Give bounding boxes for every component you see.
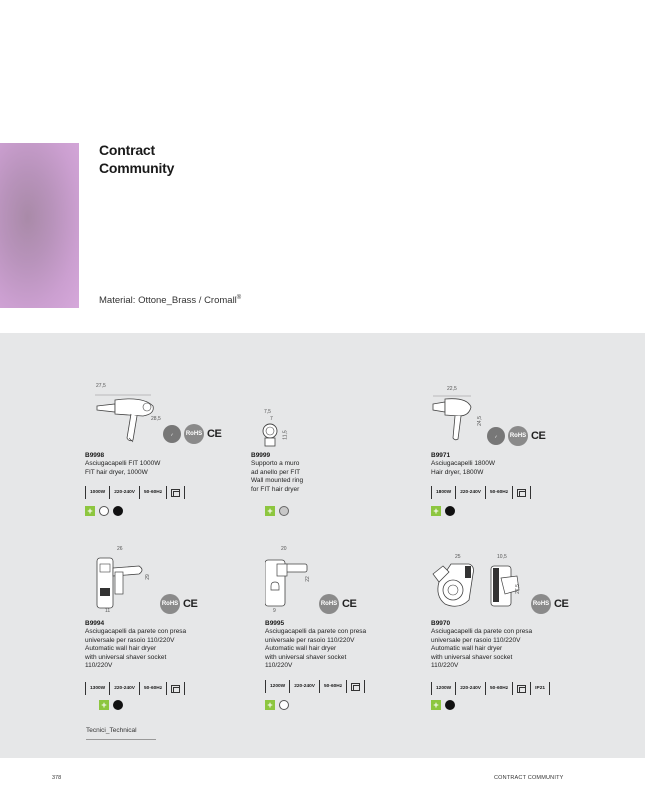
- desc-line: universale per rasoio 110/220V: [85, 636, 175, 644]
- finish-options: [431, 700, 455, 710]
- wall-dryer-drawing: [95, 554, 151, 610]
- desc-line: 110/220V: [265, 662, 293, 669]
- finish-options: [99, 700, 123, 710]
- registered-mark: ®: [236, 295, 242, 301]
- desc-line: FIT hair dryer, 1000W: [85, 468, 148, 476]
- double-insulation-icon: [166, 682, 184, 695]
- dim-height: 29: [144, 574, 151, 580]
- dim-depth: 10,5: [497, 554, 507, 560]
- spec-power: 1300W: [85, 682, 109, 695]
- dim-width: 27,5: [96, 383, 106, 389]
- spec-power: 1000W: [85, 486, 109, 499]
- desc-line: Automatic wall hair dryer: [265, 645, 337, 652]
- desc-line: Wall mounted ring: [251, 477, 304, 484]
- finish-white-swatch[interactable]: [99, 506, 109, 516]
- spec-voltage: 220-240V: [109, 682, 139, 695]
- certification-seal-icon: ✓: [487, 427, 505, 445]
- rohs-badge: RoHS: [531, 594, 551, 614]
- spec-bar-end: [549, 682, 550, 695]
- technical-link-underline: [86, 739, 156, 740]
- wall-dryer-drawing: [265, 554, 311, 610]
- desc-line: Automatic wall hair dryer: [431, 645, 503, 652]
- spec-bar-end: [530, 486, 531, 499]
- finish-white-swatch[interactable]: [279, 700, 289, 710]
- finish-grey-swatch[interactable]: [279, 506, 289, 516]
- ce-mark: CE: [183, 598, 198, 610]
- desc-line: Asciugacapelli da parete con presa: [431, 628, 533, 635]
- add-finish-icon[interactable]: +: [265, 506, 275, 516]
- spec-ip-rating: IP21: [530, 682, 549, 695]
- double-insulation-icon: [512, 486, 530, 499]
- desc-line: Asciugacapelli da parete con presa: [265, 628, 367, 635]
- rohs-badge: RoHS: [160, 594, 180, 614]
- spec-bar: [265, 680, 365, 693]
- material-text: Material: Ottone_Brass / Cromall: [99, 295, 237, 307]
- certifications: [163, 424, 221, 444]
- finish-options: [265, 506, 289, 516]
- product-code: B9998: [85, 452, 105, 459]
- desc-line: Hair dryer, 1800W: [431, 468, 484, 476]
- add-finish-icon[interactable]: +: [99, 700, 109, 710]
- finish-black-swatch[interactable]: [445, 700, 455, 710]
- product-code: B9970: [431, 620, 451, 627]
- spec-bar: [431, 682, 550, 695]
- dim-width: 26: [117, 546, 123, 552]
- desc-line: Asciugacapelli da parete con presa: [85, 628, 187, 635]
- dim-height: 24,5: [476, 416, 483, 426]
- product-description: [85, 460, 160, 477]
- desc-line: universale per rasoio 110/220V: [431, 636, 521, 644]
- ce-mark: CE: [342, 598, 357, 610]
- add-finish-icon[interactable]: +: [431, 506, 441, 516]
- add-finish-icon[interactable]: +: [85, 506, 95, 516]
- spec-bar: [85, 486, 185, 499]
- rohs-badge: RoHS: [184, 424, 204, 444]
- page-number: 378: [52, 775, 62, 781]
- product-description: [251, 460, 303, 494]
- ce-mark: CE: [207, 428, 222, 440]
- footer-section-title: CONTRACT COMMUNITY: [494, 775, 564, 781]
- desc-line: universale per rasoio 110/220V: [265, 636, 355, 644]
- dim-width: 25: [455, 554, 461, 560]
- double-insulation-icon: [512, 682, 530, 695]
- desc-line: 110/220V: [85, 662, 113, 669]
- spec-power: 1200W: [431, 682, 455, 695]
- certifications: [319, 594, 356, 614]
- dim-height: 11,5: [282, 430, 289, 440]
- desc-line: Automatic wall hair dryer: [85, 645, 157, 652]
- dim-inner: 7: [270, 416, 273, 422]
- product-description: [431, 460, 495, 477]
- spec-bar: [85, 682, 185, 695]
- desc-line: with universal shaver socket: [431, 653, 513, 661]
- technical-link[interactable]: Tecnici_Technical: [86, 727, 137, 734]
- product-code: B9999: [251, 452, 271, 459]
- desc-line: with universal shaver socket: [85, 653, 167, 661]
- desc-line: for FIT hair dryer: [251, 485, 300, 493]
- finish-options: [85, 506, 123, 516]
- ce-mark: CE: [531, 430, 546, 442]
- spec-voltage: 220-240V: [289, 680, 319, 693]
- desc-line: 110/220V: [431, 662, 459, 669]
- title-line-2: Community: [99, 160, 175, 176]
- double-insulation-icon: [166, 486, 184, 499]
- spec-frequency: 50-60Hz: [485, 486, 512, 499]
- finish-options: [265, 700, 289, 710]
- dim-width: 7,5: [264, 409, 271, 415]
- spec-voltage: 220-240V: [455, 486, 485, 499]
- title-line-1: Contract: [99, 142, 155, 158]
- page-title: [99, 141, 174, 177]
- dim-height: 22: [304, 576, 311, 582]
- double-insulation-icon: [346, 680, 364, 693]
- spec-bar-end: [364, 680, 365, 693]
- dim-height: 28,5: [151, 416, 161, 422]
- finish-black-swatch[interactable]: [445, 506, 455, 516]
- spec-frequency: 50-60Hz: [485, 682, 512, 695]
- dim-width: 20: [281, 546, 287, 552]
- rohs-badge: RoHS: [319, 594, 339, 614]
- desc-line: ad anello per FIT: [251, 468, 301, 476]
- spec-frequency: 50-60Hz: [319, 680, 346, 693]
- hair-dryer-drawing: [431, 394, 475, 444]
- product-code: B9971: [431, 452, 451, 459]
- ce-mark: CE: [554, 598, 569, 610]
- certifications: [531, 594, 568, 614]
- product-description: [431, 628, 532, 671]
- desc-line: Supporto a muro: [251, 460, 300, 467]
- certifications: [160, 594, 197, 614]
- rohs-badge: RoHS: [508, 426, 528, 446]
- desc-line: Asciugacapelli FIT 1000W: [85, 460, 161, 467]
- spec-frequency: 50-60Hz: [139, 486, 166, 499]
- finish-black-swatch[interactable]: [113, 700, 123, 710]
- desc-line: with universal shaver socket: [265, 653, 347, 661]
- spec-frequency: 50-60Hz: [139, 682, 166, 695]
- product-description: [85, 628, 186, 671]
- spec-bar-end: [184, 682, 185, 695]
- spec-voltage: 220-240V: [109, 486, 139, 499]
- add-finish-icon[interactable]: +: [265, 700, 275, 710]
- spec-voltage: 220-240V: [455, 682, 485, 695]
- spec-bar: [431, 486, 531, 499]
- finish-black-swatch[interactable]: [113, 506, 123, 516]
- wall-dryer-drawing: [431, 560, 527, 614]
- spec-bar-end: [184, 486, 185, 499]
- hair-dryer-drawing: [93, 392, 159, 444]
- dim-depth: 9: [273, 608, 276, 614]
- wall-ring-drawing: [261, 422, 281, 448]
- desc-line: Asciugacapelli 1800W: [431, 460, 495, 467]
- add-finish-icon[interactable]: +: [431, 700, 441, 710]
- product-description: [265, 628, 366, 671]
- material-color-swatch: [0, 143, 79, 308]
- dim-depth: 11: [105, 608, 111, 614]
- spec-power: 1200W: [265, 680, 289, 693]
- spec-power: 1800W: [431, 486, 455, 499]
- certifications: [487, 426, 545, 446]
- finish-options: [431, 506, 455, 516]
- product-code: B9995: [265, 620, 285, 627]
- product-code: B9994: [85, 620, 105, 627]
- material-label: [99, 295, 241, 306]
- certification-seal-icon: ✓: [163, 425, 181, 443]
- dim-width: 22,5: [447, 386, 457, 392]
- dim-height: 27,5: [514, 584, 521, 594]
